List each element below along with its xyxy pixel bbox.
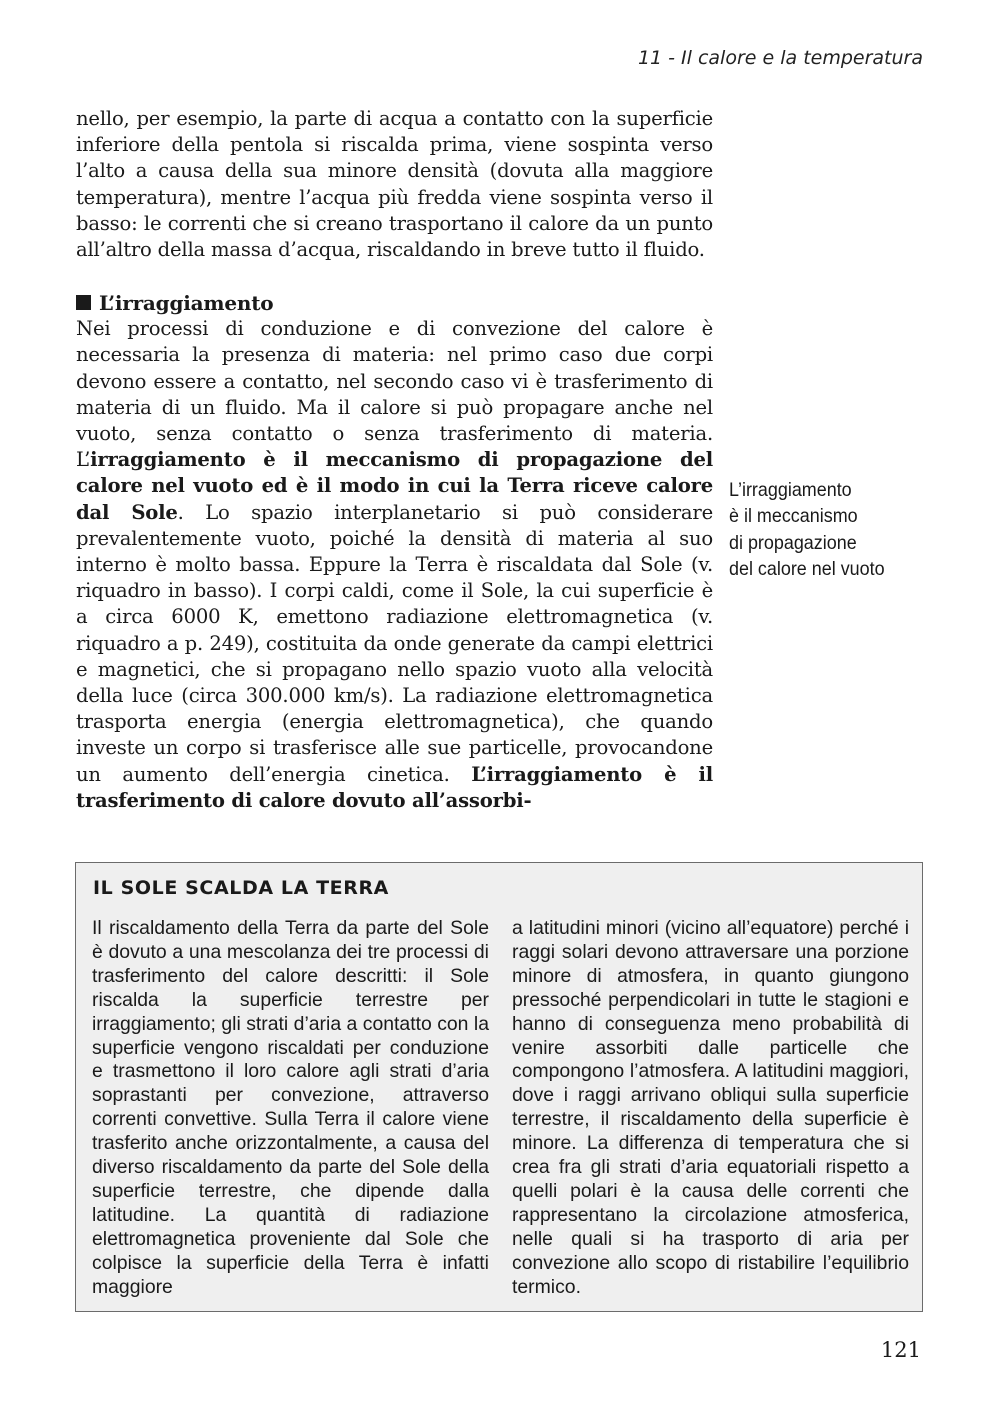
key-definition: irraggiamento è il meccanismo di propagazione del calore nel vuoto ed è il modo in cui la Terra riceve calore dal Sole [76, 448, 713, 524]
info-box-text: a latitudini minori (vicino all’equatore) perché i raggi solari devono attraversare una porzione minore di atmosfera, in quanto giungono pressoché perpendicolari in tutte le stagioni e hanno di conseguenza meno probabilità di venire assorbiti dalle particelle che compongono l’atmosfera. A latitudini maggiori, dove i raggi arrivano obliqui sulla superficie terrestre, il riscaldamento della superficie è minore. La differenza di temperatura che si crea fra gli strati d’aria equatoriali rispetto a quelli polari è la causa delle correnti che rappresentano la circolazione atmosferica, nelle quali si ha trasporto di aria per convezione allo scopo di ristabilire l’equilibrio termico. [512, 917, 909, 1298]
paragraph [76, 316, 713, 814]
margin-note-line: di propagazione [729, 531, 857, 554]
margin-note-line: è il meccanismo [729, 505, 858, 528]
info-box-column-right [512, 917, 909, 1300]
key-definition: L’irraggiamento è il trasferimento di calore dovuto all’assorbi- [76, 762, 713, 812]
page-number: 121 [880, 1338, 921, 1362]
section-heading [76, 290, 713, 316]
margin-note-line: L’irraggiamento [729, 479, 852, 501]
info-box [75, 862, 923, 1312]
running-head: 11 - Il calore e la temperatura [637, 47, 923, 69]
square-bullet-icon [76, 295, 91, 310]
paragraph-text: . Lo spazio interplanetario si può considerare prevalentemente vuoto, poiché la densità di materia al suo interno è molto bassa. Eppure la Terra è riscaldata dal Sole (v. riquadro in basso). I corpi caldi, come il Sole, la cui superficie è a circa 6000 K, emettono radiazione elettromagnetica (v. riquadro a p. 249), costituita da onde generate da campi elettrici e magnetici, che si propagano nello spazio vuoto alla velocità della luce (circa 300.000 km/s). La radiazione elettromagnetica trasporta energia (energia elettromagnetica), che quando investe un corpo si trasferisce alle sue particelle, provocandone un aumento dell’energia cinetica. [76, 500, 713, 786]
main-text [76, 106, 713, 814]
section-heading-text: L’irraggiamento [99, 291, 274, 316]
margin-note [729, 477, 913, 582]
margin-note-line: del calore nel vuoto [729, 557, 885, 580]
paragraph-text: Nei processi di conduzione e di convezione del calore è necessaria la presenza di materia: nel primo caso due corpi devono essere a contatto, nel secondo caso vi è trasferimento di materia di un fluido. Ma il calore si può propagare anche nel vuoto, senza contatto o senza trasferimento di materia. L’ [76, 317, 713, 472]
paragraph: nello, per esempio, la parte di acqua a contatto con la superficie inferiore della pentola si riscalda prima, viene sospinta verso l’alto a causa della sua minore densità (dovuta alla maggiore temperatura), mentre l’acqua più fredda viene sospinta verso il basso: le correnti che si creano trasportano il calore da un punto all’altro della massa d’acqua, riscaldando in breve tutto il fluido. [76, 107, 713, 262]
info-box-title: IL SOLE SCALDA LA TERRA [93, 877, 389, 899]
info-box-column-left [92, 917, 489, 1300]
info-box-text: Il riscaldamento della Terra da parte del Sole è dovuto a una mescolanza dei tre processi di trasferimento del calore descritti: il Sole riscalda la superficie terrestre per irraggiamento; gli strati d’aria a contatto con la superficie vengono riscaldati per conduzione e trasmettono il loro calore agli strati d’aria soprastanti per convezione, attraverso correnti convettive. Sulla Terra il calore viene trasferito anche orizzontalmente, a causa del diverso riscaldamento da parte del Sole della superficie terrestre, che dipende dalla latitudine. La quantità di radiazione elettromagnetica proveniente dal Sole che colpisce la superficie della Terra è infatti maggiore [92, 917, 489, 1298]
